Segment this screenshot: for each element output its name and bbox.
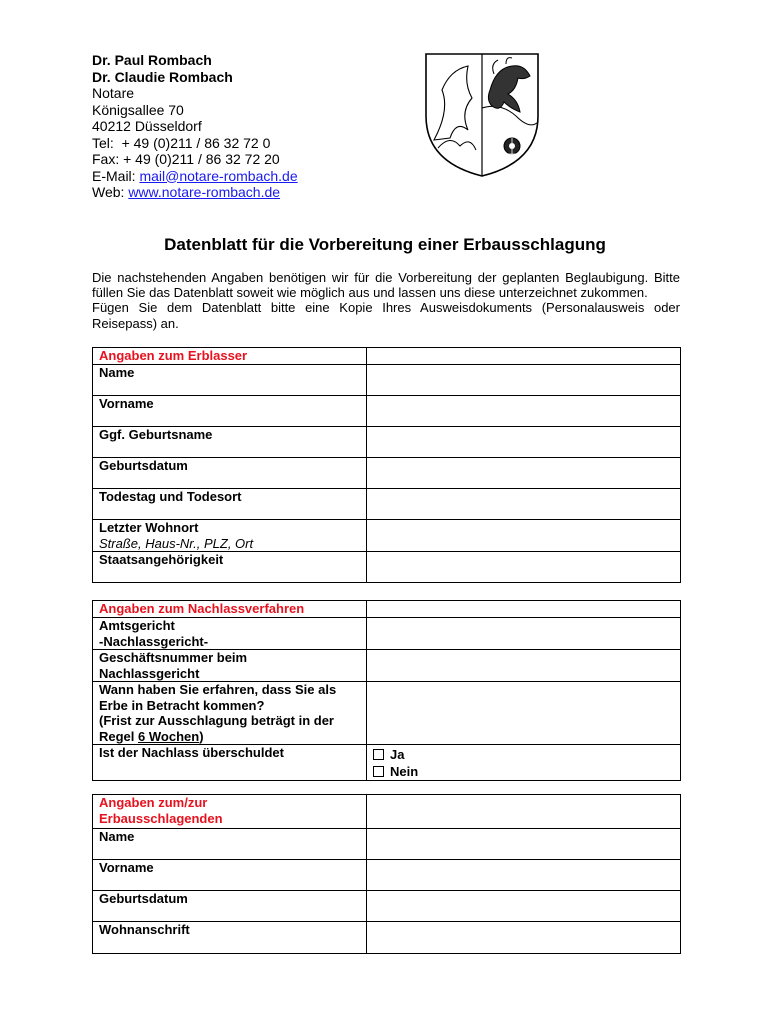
ausschlagende-geburtsdatum-field[interactable] xyxy=(367,891,681,922)
ausschlagende-table xyxy=(92,794,681,954)
erblasser-geburtsname-label: Ggf. Geburtsname xyxy=(93,427,367,458)
intro-paragraph-2: Fügen Sie dem Datenblatt bitte eine Kopie Ihres Ausweisdokuments (Personalausweis oder Reisepass) an. xyxy=(92,300,680,331)
nachlass-geschaeftsnummer-label: Geschäftsnummer beim Nachlassgericht xyxy=(93,650,367,682)
ausschlagende-wohnanschrift-label: Wohnanschrift xyxy=(93,922,367,954)
nachlass-amtsgericht-label: Amtsgericht -Nachlassgericht- xyxy=(93,618,367,650)
erblasser-wohnort-label: Letzter Wohnort xyxy=(99,520,199,535)
address-street: Königsallee 70 xyxy=(92,101,184,118)
intro-text xyxy=(92,270,680,331)
nachlass-erfahren-label: Wann haben Sie erfahren, dass Sie als Erbe in Betracht kommen? (Frist zur Ausschlagung beträgt in der Regel 6 Wochen) xyxy=(93,682,367,745)
email-line: E-Mail: mail@notare-rombach.de xyxy=(92,167,298,184)
erblasser-geburtsdatum-label: Geburtsdatum xyxy=(93,458,367,489)
nrw-coat-of-arms-icon xyxy=(420,50,544,178)
erblasser-wohnort-cell xyxy=(93,520,367,552)
notary-role: Notare xyxy=(92,85,135,101)
address-city: 40212 Düsseldorf xyxy=(92,118,202,134)
erblasser-wohnort-hint: Straße, Haus-Nr., PLZ, Ort xyxy=(99,535,254,551)
erblasser-name-field[interactable] xyxy=(367,365,681,396)
nachlass-ueberschuldet-options xyxy=(367,745,681,781)
checkbox-nein[interactable] xyxy=(373,766,384,777)
phone-number: Tel: + 49 (0)211 / 86 32 72 0 xyxy=(92,134,271,151)
erblasser-todestag-field[interactable] xyxy=(367,489,681,520)
nachlass-heading-blank xyxy=(367,601,681,618)
erblasser-todestag-label: Todestag und Todesort xyxy=(93,489,367,520)
notary-name-1: Dr. Paul Rombach xyxy=(92,52,212,68)
erblasser-table xyxy=(92,347,681,583)
ausschlagende-name-label: Name xyxy=(93,829,367,860)
erblasser-staat-label: Staatsangehörigkeit xyxy=(93,552,367,583)
erblasser-staat-field[interactable] xyxy=(367,552,681,583)
notary-name-2: Dr. Claudie Rombach xyxy=(92,68,233,85)
erblasser-vorname-field[interactable] xyxy=(367,396,681,427)
nachlass-amtsgericht-field[interactable] xyxy=(367,618,681,650)
erblasser-vorname-label: Vorname xyxy=(93,396,367,427)
ausschlagende-heading: Angaben zum/zur Erbausschlagenden xyxy=(93,795,367,829)
nachlass-ueberschuldet-label: Ist der Nachlass überschuldet xyxy=(93,745,367,781)
nachlass-geschaeftsnummer-field[interactable] xyxy=(367,650,681,682)
web-link[interactable]: www.notare-rombach.de xyxy=(128,184,281,200)
notary-letterhead xyxy=(92,52,298,201)
email-link[interactable]: mail@notare-rombach.de xyxy=(139,167,298,184)
web-line: Web: www.notare-rombach.de xyxy=(92,184,281,200)
page-title: Datenblatt für die Vorbereitung einer Erbausschlagung xyxy=(164,235,606,254)
erblasser-wohnort-field[interactable] xyxy=(367,520,681,552)
checkbox-ja[interactable] xyxy=(373,749,384,760)
ausschlagende-wohnanschrift-field[interactable] xyxy=(367,922,681,954)
nachlass-table xyxy=(92,600,681,781)
erblasser-heading-blank xyxy=(367,348,681,365)
erblasser-heading: Angaben zum Erblasser xyxy=(93,348,367,365)
ausschlagende-name-field[interactable] xyxy=(367,829,681,860)
ausschlagende-vorname-field[interactable] xyxy=(367,860,681,891)
ausschlagende-geburtsdatum-label: Geburtsdatum xyxy=(93,891,367,922)
erblasser-geburtsname-field[interactable] xyxy=(367,427,681,458)
option-nein[interactable]: Nein xyxy=(373,763,674,780)
nachlass-erfahren-field[interactable] xyxy=(367,682,681,745)
intro-paragraph-1: Die nachstehenden Angaben benötigen wir für die Vorbereitung der geplanten Beglaubigung. Bitte füllen Sie das Datenblatt soweit wie möglich aus und lassen uns diese unterzeichnet zukommen. xyxy=(92,270,680,301)
erblasser-name-label: Name xyxy=(93,365,367,396)
fax-number: Fax: + 49 (0)211 / 86 32 72 20 xyxy=(92,151,280,167)
ausschlagende-heading-blank xyxy=(367,795,681,829)
ausschlagende-vorname-label: Vorname xyxy=(93,860,367,891)
erblasser-geburtsdatum-field[interactable] xyxy=(367,458,681,489)
option-ja[interactable]: Ja xyxy=(373,746,674,763)
nachlass-heading: Angaben zum Nachlassverfahren xyxy=(93,601,367,618)
